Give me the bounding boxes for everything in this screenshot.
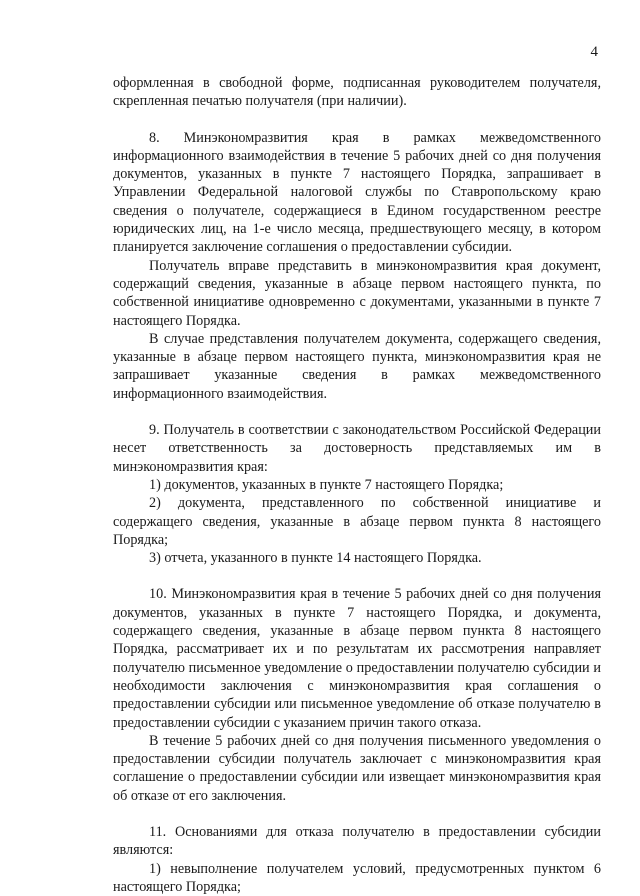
list-item-9-1: 1) документов, указанных в пункте 7 настоящего Порядка; <box>149 476 504 493</box>
document-body <box>113 74 601 896</box>
paragraph-continuation: оформленная в свободной форме, подписанная руководителем получателя, скрепленная печатью получателя (при наличии). <box>113 75 601 110</box>
paragraph-item-8: 8. Минэкономразвития края в рамках межведомственного информационного взаимодействия в течение 5 рабочих дней со дня получения документов, указанных в пункте 7 настоящего Порядка, запрашивает в Управлении Федеральной налоговой службы по Ставропольскому краю сведения о получателе, содержащиеся в Едином государственном реестре юридических лиц, на 1-е число месяца, предшествующего месяцу, в котором планируется заключение соглашения о предоставлении субсидии. <box>113 129 601 256</box>
paragraph-item-8-optional: Получатель вправе представить в минэкономразвития края документ, содержащий сведения, указанные в абзаце первом настоящего пункта, по собственной инициативе одновременно с документами, указанными в пункте 7 настоящего Порядка. <box>113 257 601 329</box>
page-number: 4 <box>590 44 598 60</box>
paragraph-item-10: 10. Минэкономразвития края в течение 5 рабочих дней со дня получения документов, указанных в пункте 7 настоящего Порядка, и документа, содержащего сведения, указанные в абзаце первом пункта 8 настоящего Порядка, рассматривает их и по результатам их рассмотрения направляет получателю письменное уведомление о предоставлении получателю субсидии и необходимости заключения с минэкономразвития края соглашения о предоставлении субсидии или письменное уведомление об отказе получателю в предоставлении субсидии с указанием причин такого отказа. <box>113 586 601 731</box>
list-item-11-1: 1) невыполнение получателем условий, предусмотренных пунктом 6 настоящего Порядка; <box>113 860 601 895</box>
list-item-9-2: 2) документа, представленного по собственной инициативе и содержащего сведения, указанные в абзаце первом пункта 8 настоящего Порядка; <box>113 495 601 548</box>
list-item-9-3: 3) отчета, указанного в пункте 14 настоящего Порядка. <box>149 550 482 567</box>
paragraph-item-9: 9. Получатель в соответствии с законодательством Российской Федерации несет ответственность за достоверность представляемых им в минэкономразвития края: <box>113 422 601 475</box>
paragraph-item-10-agreement: В течение 5 рабочих дней со дня получения письменного уведомления о предоставлении субсидии получатель заключает с минэкономразвития края соглашение о предоставлении субсидии или извещает минэкономразвития края об отказе от его заключения. <box>113 732 601 804</box>
paragraph-item-11: 11. Основаниями для отказа получателю в предоставлении субсидии являются: <box>113 823 601 859</box>
paragraph-item-8-case: В случае представления получателем документа, содержащего сведения, указанные в абзаце первом настоящего пункта, минэкономразвития края не запрашивает указанные сведения в рамках межведомственного информационного взаимодействия. <box>113 330 601 402</box>
